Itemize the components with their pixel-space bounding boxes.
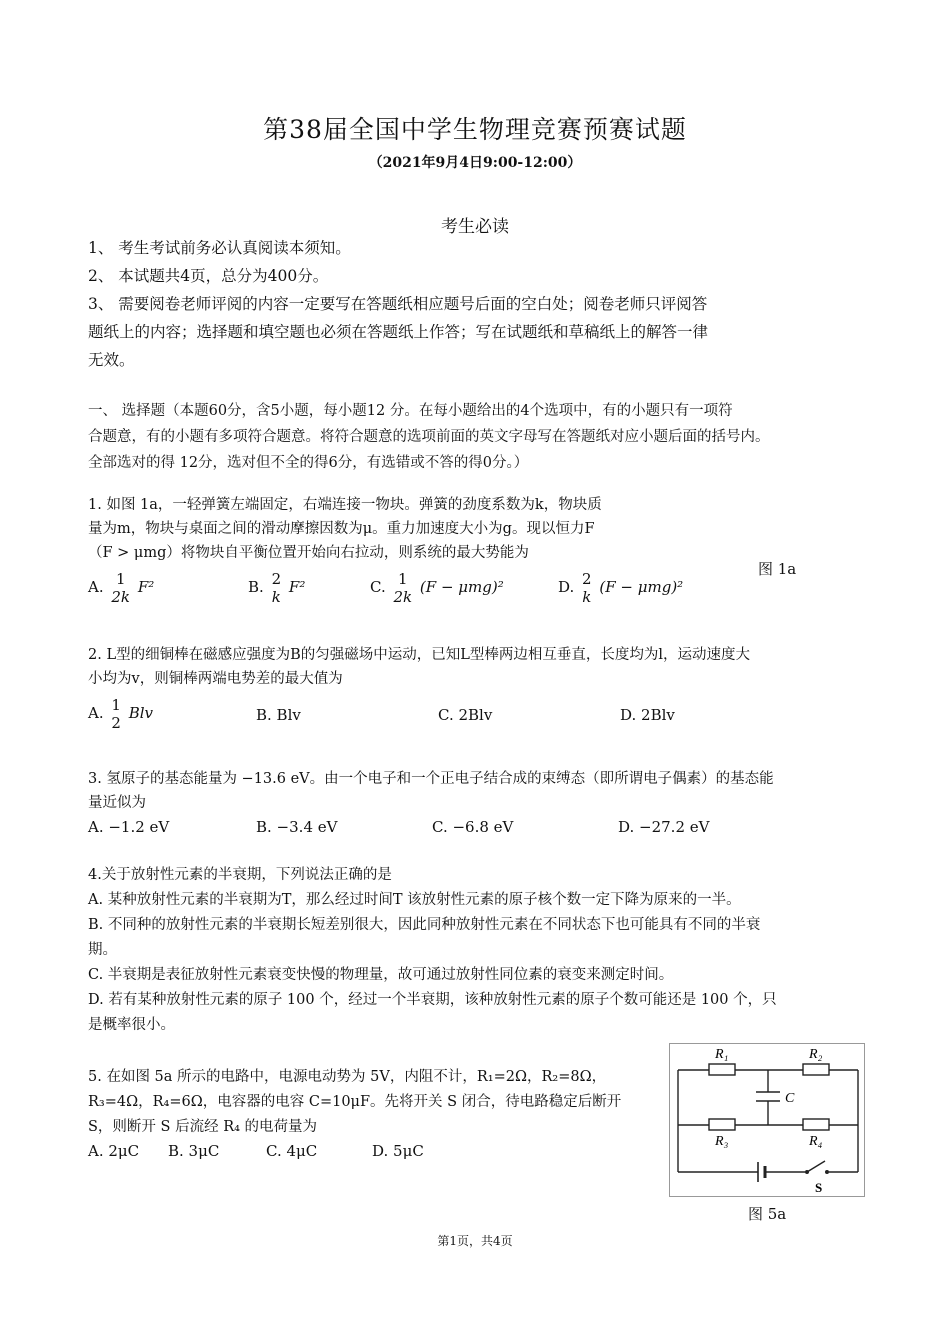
figure-5a-caption: 图 5a	[748, 1205, 787, 1223]
question-5-option-c: C. 4μC	[266, 1142, 318, 1160]
question-5-option-b: B. 3μC	[168, 1142, 220, 1160]
question-4-option-a: A. 某种放射性元素的半衰期为T，那么经过时间T 该放射性元素的原子核个数一定下降为原来的一半。	[88, 892, 741, 908]
label-r4: R₄	[809, 1134, 823, 1149]
question-2-option-d: D. 2Blv	[620, 706, 675, 724]
question-5-option-d: D. 5μC	[372, 1142, 424, 1160]
question-3-option-c: C. −6.8 eV	[432, 818, 514, 836]
resistor-r4	[803, 1119, 829, 1130]
question-3-text: 量近似为	[88, 795, 146, 811]
notice-heading: 考生必读	[441, 217, 509, 237]
resistor-r3	[709, 1119, 735, 1130]
section-instruction: 合题意，有的小题有多项符合题意。将符合题意的选项前面的英文字母写在答题纸对应小题后面的括号内。	[88, 429, 770, 445]
question-3-option-a: A. −1.2 eV	[88, 818, 170, 836]
label-r3: R₃	[715, 1134, 729, 1149]
question-4-option-c: C. 半衰期是表征放射性元素衰变快慢的物理量，故可通过放射性同位素的衰变来测定时间。	[88, 967, 674, 983]
question-1-text: 量为m，物块与桌面之间的滑动摩擦因数为μ。重力加速度大小为g。现以恒力F	[88, 521, 595, 537]
question-1-option-a: A. 1 2k F²	[88, 570, 155, 606]
notice-item: 2、 本试题共4页，总分为400分。	[88, 267, 329, 285]
question-4-text: 4.关于放射性元素的半衰期，下列说法正确的是	[88, 867, 392, 883]
question-4-option-b: 期。	[88, 942, 117, 958]
question-2-option-a: A. 1 2 Blv	[88, 696, 154, 732]
section-instruction: 一、 选择题（本题60分，含5小题，每小题12 分。在每小题给出的4个选项中，有的小题只有一项符	[88, 403, 733, 419]
question-2-text: 2. L型的细铜棒在磁感应强度为B的匀强磁场中运动，已知L型棒两边相互垂直，长度均为l，运动速度大	[88, 647, 750, 663]
exam-date: （2021年9月4日9:00-12:00）	[368, 155, 582, 171]
resistor-r2	[803, 1064, 829, 1075]
question-2-option-c: C. 2Blv	[438, 706, 493, 724]
question-5-text: S，则断开 S 后流经 R₄ 的电荷量为	[88, 1119, 318, 1135]
notice-item: 题纸上的内容；选择题和填空题也必须在答题纸上作答；写在试题纸和草稿纸上的解答一律	[88, 323, 709, 341]
notice-item: 1、 考生考试前务必认真阅读本须知。	[88, 239, 351, 257]
circuit-diagram-5a	[669, 1043, 865, 1197]
label-s: S	[815, 1180, 823, 1195]
question-3-text: 3. 氢原子的基态能量为 −13.6 eV。由一个电子和一个正电子结合成的束缚态（即所谓电子偶素）的基态能	[88, 771, 774, 787]
page-number: 第1页，共4页	[437, 1234, 513, 1248]
question-1-text: 1. 如图 1a，一轻弹簧左端固定，右端连接一物块。弹簧的劲度系数为k，物块质	[88, 497, 602, 513]
question-2-text: 小均为v，则铜棒两端电势差的最大值为	[88, 671, 343, 687]
label-c: C	[785, 1091, 795, 1106]
question-4-option-b: B. 不同种的放射性元素的半衰期长短差别很大，因此同种放射性元素在不同状态下也可能具有不同的半衰	[88, 917, 761, 933]
page-title: 第38届全国中学生物理竞赛预赛试题	[263, 115, 687, 144]
question-1-option-c: C. 1 2k (F − μmg)²	[370, 570, 504, 606]
question-1-option-b: B. 2 k F²	[248, 570, 306, 606]
question-5-text: R₃=4Ω，R₄=6Ω，电容器的电容 C=10μF。先将开关 S 闭合，待电路稳定后断开	[88, 1094, 622, 1110]
notice-item: 3、 需要阅卷老师评阅的内容一定要写在答题纸相应题号后面的空白处；阅卷老师只评阅答	[88, 295, 708, 313]
question-5-text: 5. 在如图 5a 所示的电路中，电源电动势为 5V，内阻不计，R₁=2Ω，R₂=8Ω，	[88, 1069, 607, 1085]
question-3-option-b: B. −3.4 eV	[256, 818, 338, 836]
question-1-option-d: D. 2 k (F − μmg)²	[558, 570, 684, 606]
notice-item: 无效。	[88, 351, 135, 369]
label-r2: R₂	[809, 1047, 823, 1062]
question-3-option-d: D. −27.2 eV	[618, 818, 710, 836]
figure-1a-caption: 图 1a	[758, 560, 797, 578]
question-2-option-b: B. Blv	[256, 706, 301, 724]
question-1-text: （F > μmg）将物块自平衡位置开始向右拉动，则系统的最大势能为	[88, 545, 529, 561]
label-r1: R₁	[715, 1047, 729, 1062]
question-4-option-d: 是概率很小。	[88, 1017, 175, 1033]
section-instruction: 全部选对的得 12分，选对但不全的得6分，有选错或不答的得0分。）	[88, 455, 529, 471]
question-5-option-a: A. 2μC	[88, 1142, 140, 1160]
resistor-r1	[709, 1064, 735, 1075]
question-4-option-d: D. 若有某种放射性元素的原子 100 个，经过一个半衰期，该种放射性元素的原子个数可能还是 100 个，只	[88, 992, 777, 1008]
